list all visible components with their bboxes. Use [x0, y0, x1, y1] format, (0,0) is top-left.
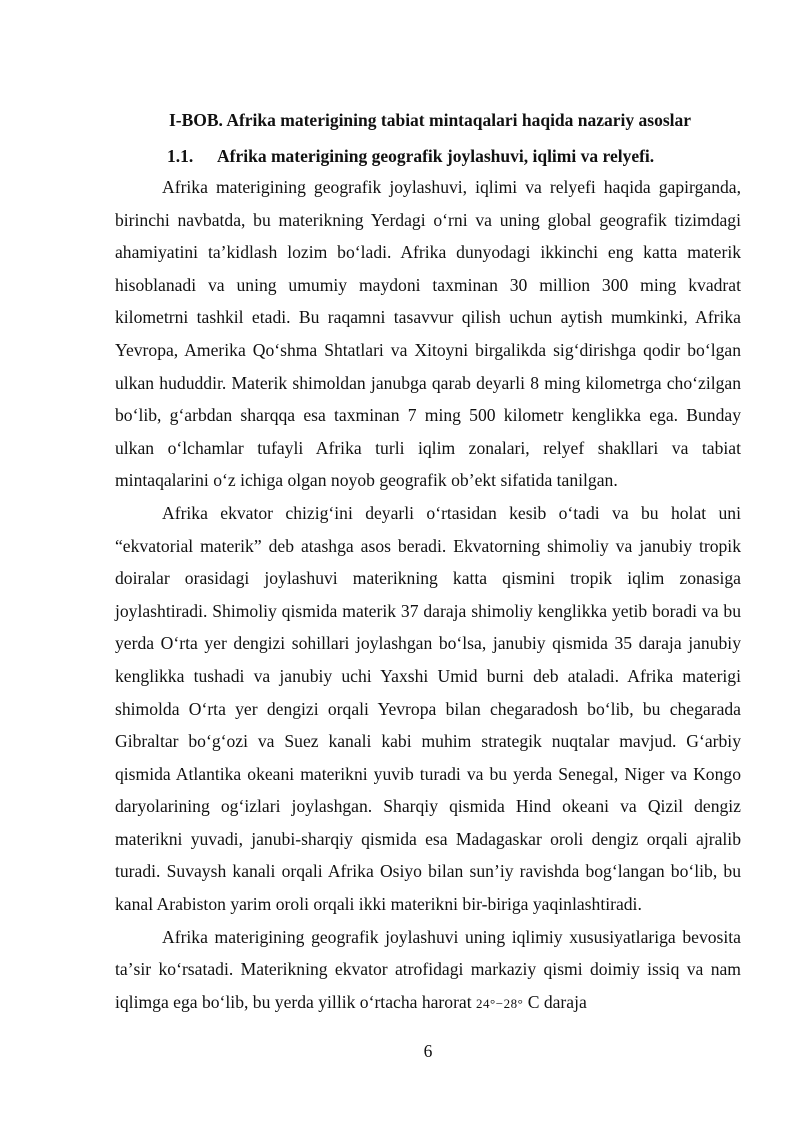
temperature-formula: 24°−28°	[476, 995, 524, 1011]
paragraph-text: Afrika materigining geografik joylashuvi uning iqlimiy xususiyatlariga bevosita taʼsir koʻrsatadi. Materikning ekvator atrofidagi markaziy qismi doimiy issiq va nam iqlimga ega boʻlib, bu yerda yillik oʻrtacha harorat	[115, 926, 741, 1012]
paragraph	[115, 921, 741, 1021]
section-number: 1.1.	[167, 146, 194, 166]
body-text	[115, 171, 741, 1020]
page-number: 6	[423, 1041, 433, 1061]
section-title: Afrika materigining geografik joylashuvi, iqlimi va relyefi.	[217, 146, 655, 166]
paragraph-tail: C daraja	[527, 991, 587, 1012]
chapter-title: I-BOB. Afrika materigining tabiat mintaqalari haqida nazariy asoslar	[168, 110, 692, 130]
section-heading	[167, 144, 654, 168]
paragraph: Afrika ekvator chizigʻini deyarli oʻrtasidan kesib oʻtadi va bu holat uni “ekvatorial materik” deb atashga asos beradi. Ekvatorning shimoliy va janubiy tropik doiralar orasidagi joylashuvi materikning katta qismini tropik iqlim zonasiga joylashtiradi. Shimoliy qismida materik 37 daraja shimoliy kenglikka yetib boradi va bu yerda Oʻrta yer dengizi sohillari joylashgan boʻlsa, janubiy qismida 35 daraja janubiy kenglikka tushadi va janubiy uchi Yaxshi Umid burni deb ataladi. Afrika materigi shimolda Oʻrta yer dengizi orqali Yevropa bilan chegaradosh boʻlib, bu chegarada Gibraltar boʻgʻozi va Suez kanali kabi muhim strategik nuqtalar mavjud. Gʻarbiy qismida Atlantika okeani materikni yuvib turadi va bu yerda Senegal, Niger va Kongo daryolarining ogʻizlari joylashgan. Sharqiy qismida Hind okeani va Qizil dengiz materikni yuvadi, janubi-sharqiy qismida esa Madagaskar oroli dengiz orqali ajralib turadi. Suvaysh kanali orqali Afrika Osiyo bilan sunʼiy ravishda bogʻlangan boʻlib, bu kanal Arabiston yarim oroli orqali ikki materikni bir-biriga yaqinlashtiradi.	[115, 502, 741, 915]
paragraph: Afrika materigining geografik joylashuvi, iqlimi va relyefi haqida gapirganda, birinchi navbatda, bu materikning Yerdagi oʻrni va uning global geografik tizimdagi ahamiyatini taʼkidlash lozim boʻladi. Afrika dunyodagi ikkinchi eng katta materik hisoblanadi va uning umumiy maydoni taxminan 30 million 300 ming kvadrat kilometrni tashkil etadi. Bu raqamni tasavvur qilish uchun aytish mumkinki, Afrika Yevropa, Amerika Qoʻshma Shtatlari va Xitoyni birgalikda sigʻdirishga qodir boʻlgan ulkan hududdir. Materik shimoldan janubga qarab deyarli 8 ming kilometrga choʻzilgan boʻlib, gʻarbdan sharqqa esa taxminan 7 ming 500 kilometr kenglikka ega. Bunday ulkan oʻlchamlar tufayli Afrika turli iqlim zonalari, relyef shakllari va tabiat mintaqalarini oʻz ichiga olgan noyob geografik obʼekt sifatida tanilgan.	[115, 177, 741, 491]
